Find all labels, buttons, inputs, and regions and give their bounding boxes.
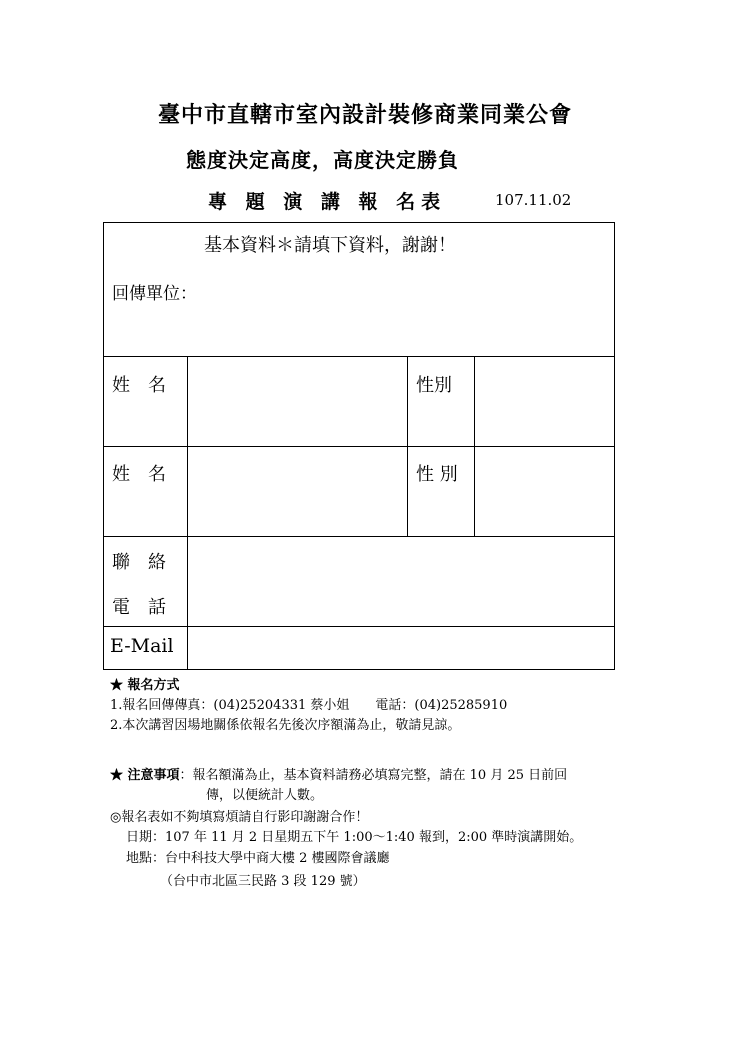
divider (104, 626, 614, 627)
divider (104, 446, 614, 447)
divider (187, 356, 188, 669)
notice-text: ：報名額滿為止，基本資料請務必填寫完整，請在 10 月 25 日前回 (179, 768, 568, 783)
phone-field[interactable] (190, 539, 610, 623)
event-address: （台中市北區三民路 3 段 129 號） (160, 874, 366, 889)
return-unit-field[interactable] (204, 275, 604, 353)
gender-field-2[interactable] (477, 449, 611, 533)
notice-heading: ★ 注意事項 (110, 768, 180, 783)
event-schedule: 日期：107 年 11 月 2 日星期五下午 1:00～1:40 報到，2:00 準時演講開始。 (126, 830, 583, 845)
name-field-1[interactable] (190, 359, 404, 443)
email-field[interactable] (190, 629, 610, 667)
divider (104, 536, 614, 537)
return-unit-label: 回傳單位： (112, 284, 197, 304)
org-title: 臺中市直轄市室內設計裝修商業同業公會 (157, 102, 572, 128)
gender-label-1: 性別 (416, 375, 452, 396)
name-label-1: 姓 名 (112, 375, 166, 396)
form-date: 107.11.02 (495, 191, 572, 209)
copy-note: ◎報名表如不夠填寫煩請自行影印謝謝合作！ (110, 810, 369, 825)
gender-label-2: 性 別 (416, 464, 458, 485)
signup-item-2: 2.本次講習因場地關係依報名先後次序額滿為止，敬請見諒。 (110, 718, 461, 733)
name-label-2: 姓 名 (112, 464, 166, 485)
form-intro: 基本資料＊請填下資料，謝謝！ (204, 235, 456, 256)
event-venue: 地點：台中科技大學中商大樓 2 樓國際會議廳 (126, 851, 390, 866)
divider (407, 356, 408, 536)
email-label: E-Mail (110, 635, 174, 657)
signup-item-1: 1.報名回傳傳真：(04)25204331 蔡小姐 電話：(04)25285910 (110, 698, 508, 713)
registration-form (103, 222, 615, 670)
signup-heading: ★ 報名方式 (110, 678, 180, 693)
slogan: 態度決定高度，高度決定勝負 (186, 148, 459, 172)
name-field-2[interactable] (190, 449, 404, 533)
contact-label-line2: 電 話 (112, 597, 166, 618)
form-title: 專 題 演 講 報 名表 (208, 191, 447, 213)
divider (474, 356, 475, 536)
gender-field-1[interactable] (477, 359, 611, 443)
divider (104, 356, 614, 357)
contact-label-line1: 聯 絡 (112, 552, 166, 573)
notice-text-cont: 傳，以便統計人數。 (206, 788, 324, 803)
